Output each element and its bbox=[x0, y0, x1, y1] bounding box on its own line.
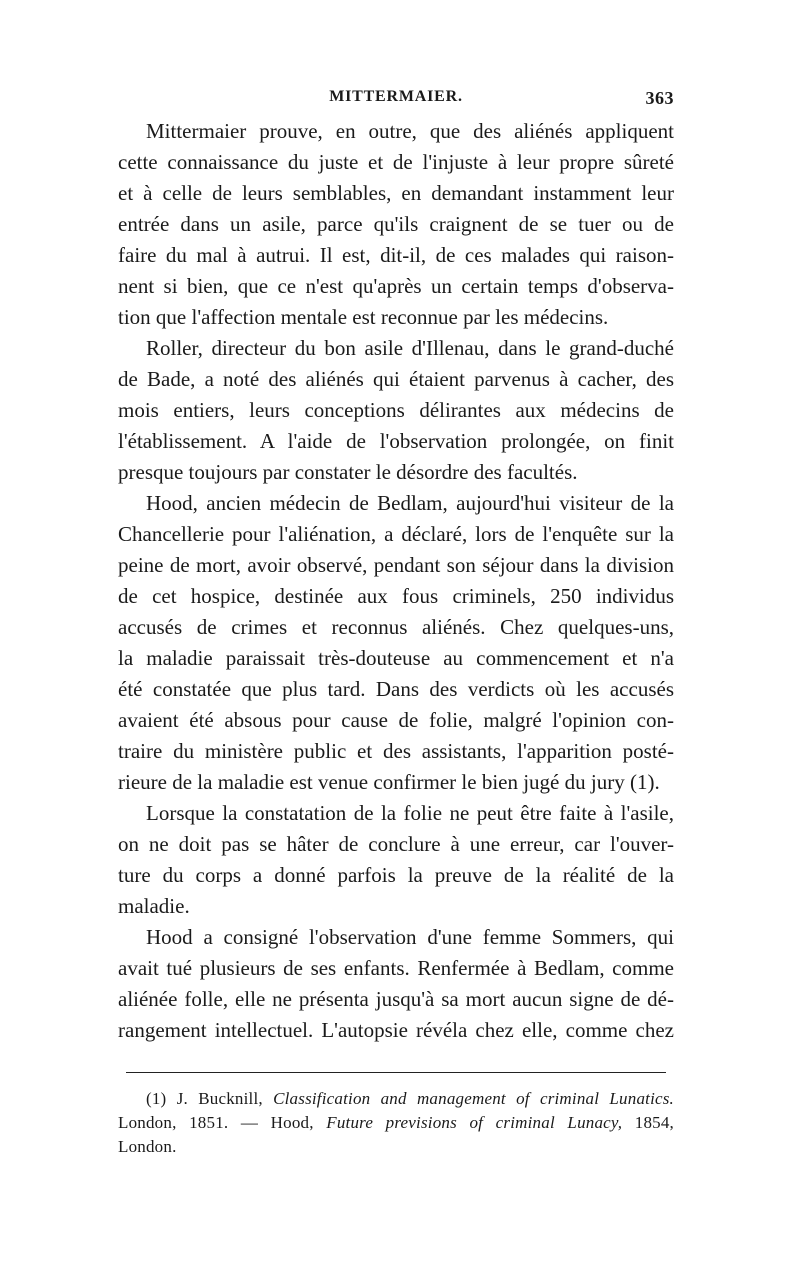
paragraph bbox=[118, 116, 674, 333]
text-line: Roller, directeur du bon asile d'Illenau, dans le grand-duché bbox=[146, 336, 674, 360]
text-line: mois entiers, leurs conceptions délirantes aux médecins de bbox=[118, 398, 674, 422]
text-line: l'établissement. A l'aide de l'observation prolongée, on finit bbox=[118, 429, 674, 453]
footnote bbox=[118, 1087, 674, 1159]
text-line: rieure de la maladie est venue confirmer le bien jugé du jury (1). bbox=[118, 770, 660, 794]
paragraph bbox=[118, 488, 674, 798]
text-line: cette connaissance du juste et de l'injuste à leur propre sûreté bbox=[118, 150, 674, 174]
text-line: entrée dans un asile, parce qu'ils craignent de se tuer ou de bbox=[118, 212, 674, 236]
text-line: Lorsque la constatation de la folie ne peut être faite à l'asile, bbox=[146, 801, 674, 825]
paragraph bbox=[118, 333, 674, 488]
text-line: traire du ministère public et des assistants, l'apparition posté- bbox=[118, 739, 674, 763]
footnote-title: Future previsions of criminal Lunacy, bbox=[326, 1113, 623, 1132]
footnote-place: London. bbox=[118, 1137, 177, 1156]
paragraph bbox=[118, 922, 674, 1046]
text-line: Hood a consigné l'observation d'une femme Sommers, qui bbox=[146, 925, 674, 949]
text-line: avaient été absous pour cause de folie, malgré l'opinion con- bbox=[118, 708, 674, 732]
footnote-line bbox=[118, 1135, 674, 1159]
book-page bbox=[118, 88, 674, 1159]
running-head bbox=[118, 88, 674, 114]
footnote-divider bbox=[126, 1072, 666, 1073]
text-line: avait tué plusieurs de ses enfants. Renfermée à Bedlam, comme bbox=[118, 956, 674, 980]
text-line: presque toujours par constater le désordre des facultés. bbox=[118, 460, 578, 484]
text-line: été constatée que plus tard. Dans des verdicts où les accusés bbox=[118, 677, 674, 701]
text-line: aliénée folle, elle ne présenta jusqu'à sa mort aucun signe de dé- bbox=[118, 987, 674, 1011]
text-line: Hood, ancien médecin de Bedlam, aujourd'hui visiteur de la bbox=[146, 491, 674, 515]
text-line: on ne doit pas se hâter de conclure à une erreur, car l'ouver- bbox=[118, 832, 674, 856]
paragraph bbox=[118, 798, 674, 922]
text-line: maladie. bbox=[118, 894, 190, 918]
footnote-place-year: London, 1851. — Hood, bbox=[118, 1113, 314, 1132]
footnote-year: 1854, bbox=[634, 1113, 674, 1132]
footnote-author: J. Bucknill, bbox=[176, 1089, 263, 1108]
text-line: tion que l'affection mentale est reconnue par les médecins. bbox=[118, 305, 609, 329]
footnote-marker: (1) bbox=[146, 1089, 167, 1108]
running-title: MITTERMAIER. bbox=[329, 88, 463, 105]
footnote-line bbox=[118, 1111, 674, 1135]
text-line: et à celle de leurs semblables, en demandant instamment leur bbox=[118, 181, 674, 205]
text-line: faire du mal à autrui. Il est, dit-il, de ces malades qui raison- bbox=[118, 243, 674, 267]
page-number: 363 bbox=[645, 88, 674, 108]
footnote-line bbox=[118, 1087, 674, 1111]
text-line: de Bade, a noté des aliénés qui étaient parvenus à cacher, des bbox=[118, 367, 674, 391]
text-line: Mittermaier prouve, en outre, que des aliénés appliquent bbox=[146, 119, 674, 143]
text-line: peine de mort, avoir observé, pendant son séjour dans la division bbox=[118, 553, 674, 577]
footnote-title: Classification and management of criminal Lunatics. bbox=[273, 1089, 675, 1108]
body-text bbox=[118, 116, 674, 1046]
text-line: accusés de crimes et reconnus aliénés. Chez quelques-uns, bbox=[118, 615, 674, 639]
text-line: la maladie paraissait très-douteuse au commencement et n'a bbox=[118, 646, 674, 670]
text-line: rangement intellectuel. L'autopsie révéla chez elle, comme chez bbox=[118, 1018, 674, 1042]
text-line: de cet hospice, destinée aux fous criminels, 250 individus bbox=[118, 584, 674, 608]
text-line: nent si bien, que ce n'est qu'après un certain temps d'observa- bbox=[118, 274, 674, 298]
text-line: Chancellerie pour l'aliénation, a déclaré, lors de l'enquête sur la bbox=[118, 522, 674, 546]
text-line: ture du corps a donné parfois la preuve de la réalité de la bbox=[118, 863, 674, 887]
